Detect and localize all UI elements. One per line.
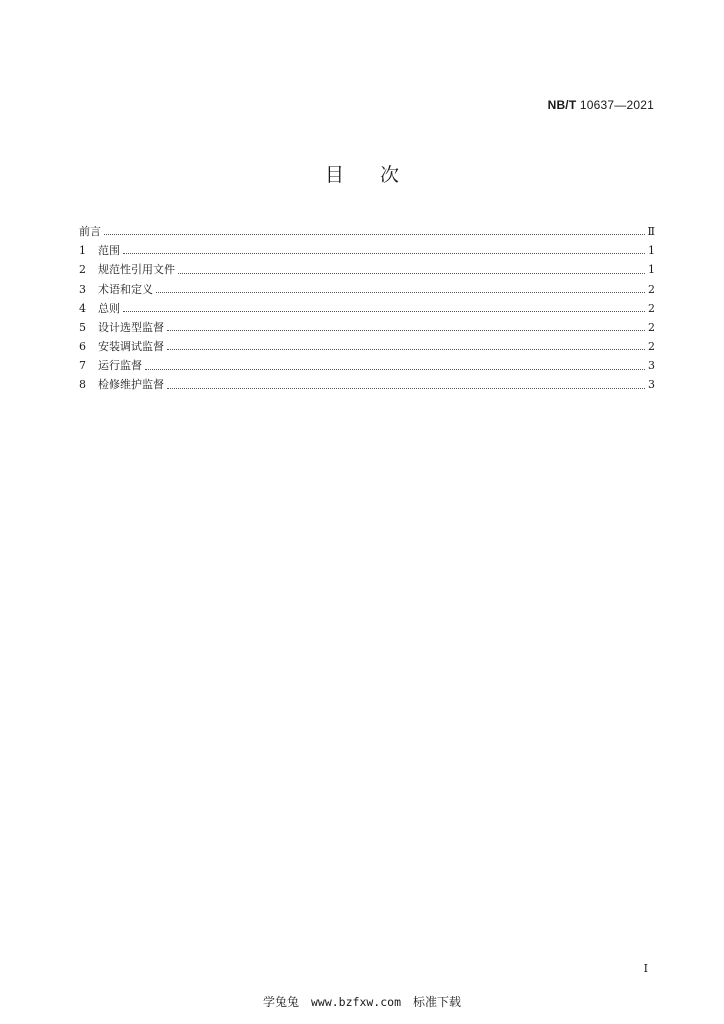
toc-entry-number: 6 bbox=[79, 340, 86, 354]
toc-entry-8[interactable] bbox=[79, 376, 655, 395]
toc-entry-page: 2 bbox=[648, 282, 655, 296]
toc-entry-number: 5 bbox=[79, 320, 86, 334]
toc-entry-page: 3 bbox=[648, 378, 655, 392]
toc-entry-page: 2 bbox=[648, 301, 655, 315]
footer-tagline: 标准下载 bbox=[413, 995, 462, 1009]
toc-list bbox=[79, 222, 655, 395]
toc-entry-label: 检修维护监督 bbox=[98, 378, 164, 392]
toc-entry-4[interactable] bbox=[79, 299, 655, 318]
toc-entry-label: 安装调试监督 bbox=[98, 340, 164, 354]
toc-entry-foreword[interactable] bbox=[79, 222, 655, 241]
toc-entry-6[interactable] bbox=[79, 337, 655, 356]
toc-dot-leader bbox=[178, 273, 645, 274]
toc-entry-number: 4 bbox=[79, 301, 86, 315]
toc-entry-label: 运行监督 bbox=[98, 359, 142, 373]
standard-prefix: NB/T bbox=[547, 98, 577, 112]
toc-entry-label: 总则 bbox=[98, 301, 120, 315]
toc-dot-leader bbox=[156, 292, 645, 293]
toc-entry-number: 8 bbox=[79, 378, 86, 392]
toc-entry-label: 设计选型监督 bbox=[98, 320, 164, 334]
toc-dot-leader bbox=[123, 311, 645, 312]
toc-dot-leader bbox=[167, 388, 645, 389]
toc-dot-leader bbox=[167, 349, 645, 350]
toc-entry-5[interactable] bbox=[79, 318, 655, 337]
toc-entry-3[interactable] bbox=[79, 280, 655, 299]
toc-entry-page: 2 bbox=[648, 320, 655, 334]
toc-entry-number: 1 bbox=[79, 244, 86, 258]
standard-number bbox=[548, 98, 654, 112]
footer-site-name: 学兔兔 bbox=[262, 995, 299, 1009]
toc-entry-1[interactable] bbox=[79, 241, 655, 260]
toc-title: 目次 bbox=[324, 164, 435, 186]
footer-url-link[interactable]: www.bzfxw.com bbox=[310, 995, 401, 1009]
toc-entry-label: 范围 bbox=[98, 244, 120, 258]
toc-dot-leader bbox=[123, 253, 645, 254]
toc-entry-page: 1 bbox=[648, 263, 655, 277]
toc-entry-page: Ⅱ bbox=[647, 224, 655, 238]
footer-watermark bbox=[0, 993, 724, 1010]
toc-dot-leader bbox=[167, 330, 645, 331]
toc-entry-number: 3 bbox=[79, 282, 86, 296]
toc-entry-number: 7 bbox=[79, 359, 86, 373]
toc-entry-page: 2 bbox=[648, 340, 655, 354]
toc-entry-label: 规范性引用文件 bbox=[98, 263, 175, 277]
standard-code: 10637—2021 bbox=[579, 98, 654, 112]
toc-dot-leader bbox=[145, 369, 645, 370]
toc-entry-label: 前言 bbox=[79, 224, 101, 238]
toc-dot-leader bbox=[104, 234, 645, 235]
toc-entry-7[interactable] bbox=[79, 356, 655, 375]
toc-entry-2[interactable] bbox=[79, 260, 655, 279]
toc-entry-page: 1 bbox=[648, 244, 655, 258]
toc-entry-page: 3 bbox=[648, 359, 655, 373]
page-number: I bbox=[643, 962, 648, 975]
toc-entry-number: 2 bbox=[79, 263, 86, 277]
toc-entry-label: 术语和定义 bbox=[98, 282, 153, 296]
